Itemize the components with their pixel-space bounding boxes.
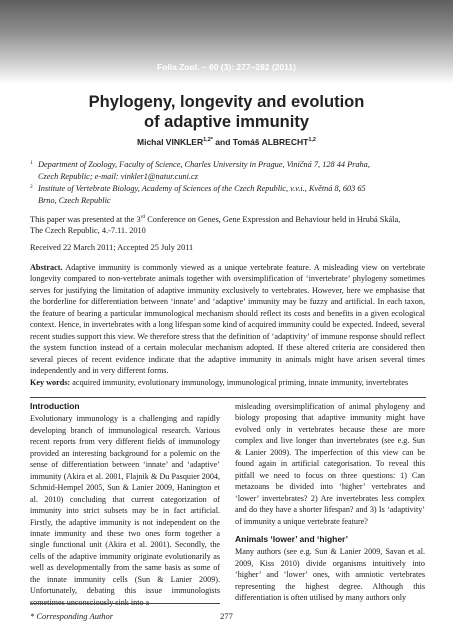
animals-heading: Animals ‘lower’ and ‘higher’ xyxy=(235,533,349,544)
affiliation-1-line-2: Czech Republic; e-mail: vinkler1@natur.cuni.cz xyxy=(38,171,198,181)
introduction-text: Evolutionary immunology is a challenging and rapidly developing branch of immunological research. Various recent reports from very different fields of immunology provided an interesting background for a polemic on the sense of differentiation between ‘innate’ and ‘adaptive’ immunity (Akira et al. 2001, Flajnik & Du Pasquier 2004, Schmid-Hempel 2005, Sun & Lanier 2009, Hanington et al. 2010) concluding that current categorization of immunity into strict subsets may be in fact artificial. Firstly, the adaptive immunity is not independent on the innate immunity and these two ones form together a single functional unit (Akira et al. 2001). Secondly, the cells of the adaptive immunity originate evolutionarily as well as developmentally from the same basis as some of the innate immunity cells (Sun & Lanier 2009). Unfortunately, debating this issue immunologists sometimes unconsciously sink into a xyxy=(30,414,220,607)
affiliation-2 xyxy=(30,183,430,206)
author-1-sup: 1,2* xyxy=(203,137,213,144)
affiliation-1 xyxy=(30,159,430,182)
right-column-text: misleading oversimplification of animal phylogeny and biology proposing that adaptive immunity might have evolved only in vertebrates because these are more complex and live longer than invertebrates (see e.g. Sun & Lanier 2009). The imperfection of this view can be found again in artificial categorisation. To reveal this pitfall we need to focus on three questions: 1) Can metazoans be divided into ‘higher’ vertebrates and ‘lower’ invertebrates? 2) Are invertebrates less complex and do they have a shorter lifespan? and 3) Is ‘adaptivity’ of immunity a unique vertebrate feature? xyxy=(235,402,425,526)
author-line xyxy=(0,137,453,147)
affiliation-1-number: 1 xyxy=(30,160,33,166)
title-line-2: of adaptive immunity xyxy=(143,113,310,131)
received-dates: Received 22 March 2011; Accepted 25 July 2011 xyxy=(30,243,194,252)
author-2: Tomáš ALBRECHT xyxy=(232,137,309,147)
affiliation-2-number: 2 xyxy=(30,184,33,190)
affiliation-2-line-2: Brno, Czech Republic xyxy=(38,195,111,205)
affiliation-2-line-1: Institute of Vertebrate Biology, Academy of Sciences of the Czech Republic, v.v.i., Květná 8, 603 65 xyxy=(38,184,366,193)
conference-note-part-1: This paper was presented at the 3 xyxy=(30,214,141,224)
introduction-heading: Introduction xyxy=(30,401,80,411)
abstract-label: Abstract. xyxy=(30,263,63,272)
conference-note-line-2: The Czech Republic, 4.-7.11. 2010 xyxy=(30,226,146,236)
corresponding-author-note: * Corresponding Author xyxy=(30,611,114,621)
introduction-column xyxy=(30,401,220,608)
keywords-label: Key words: xyxy=(30,378,71,387)
conference-note-line-1 xyxy=(30,212,425,225)
conference-note-sup: rd xyxy=(140,214,146,220)
abstract xyxy=(30,262,425,377)
conference-note-part-2: Conference on Genes, Gene Expression and Behaviour held in Hrubá Skála, xyxy=(145,214,401,224)
keywords-text: acquired immunity, evolutionary immunology, immunological priming, innate immunity, invertebrates xyxy=(70,378,409,387)
author-1: Michal VINKLER xyxy=(137,137,204,147)
affiliation-1-line-1: Department of Zoology, Faculty of Science, Charles University in Prague, Viničná 7, 128 44 Praha, xyxy=(38,160,370,169)
page-number: 277 xyxy=(220,611,233,621)
abstract-text: Adaptive immunity is commonly viewed as a unique vertebrate feature. A misleading view on vertebrate longevity compared to non-vertebrate animals together with oversimplification of ‘invertebrate’ phylogeny sometimes serves for justifying the limitation of adaptive immunity exclusively to vertebrates. However, here we emphasise that the borderline for differentiation between ‘innate’ and ‘adaptive’ immunity may be fuzzy and artificial. In each taxon, the feature of bearing a particular immunological mechanism should reflect its costs and benefits in a given ecological context. Hence, in invertebrates with a long lifespan some kind of acquired immunity could be expected. Indeed, several recent studies support this view. We therefore stress that the definition of ‘adaptivity’ of immune response should reflect the system function instead of a certain molecular mechanism adopted. If these altered criteria are considered then several pieces of recent evidence indicate that the adaptive immunity in animals might have arisen several times independently and in very different forms. xyxy=(30,263,425,376)
paper-title xyxy=(0,92,453,132)
journal-banner xyxy=(0,0,453,84)
animals-text: Many authors (see e.g. Sun & Lanier 2009, Savan et al. 2009, Kiss 2010) divide organisms intuitively into ‘higher’ and ‘lower’ ones, with amniotic vertebrates representing the highest degree. Although this differentiation is often utilised by many authors only xyxy=(235,547,425,603)
journal-header: Folia Zool. – 60 (3): 277–282 (2011) xyxy=(157,62,296,72)
author-2-sup: 1,2 xyxy=(308,137,316,144)
keywords xyxy=(30,377,425,388)
author-and: and xyxy=(212,137,233,147)
conference-note xyxy=(30,212,425,237)
divider-top xyxy=(30,397,426,398)
right-column xyxy=(235,401,425,604)
title-line-1: Phylogeny, longevity and evolution xyxy=(88,93,365,111)
footnote-rule xyxy=(30,603,220,604)
